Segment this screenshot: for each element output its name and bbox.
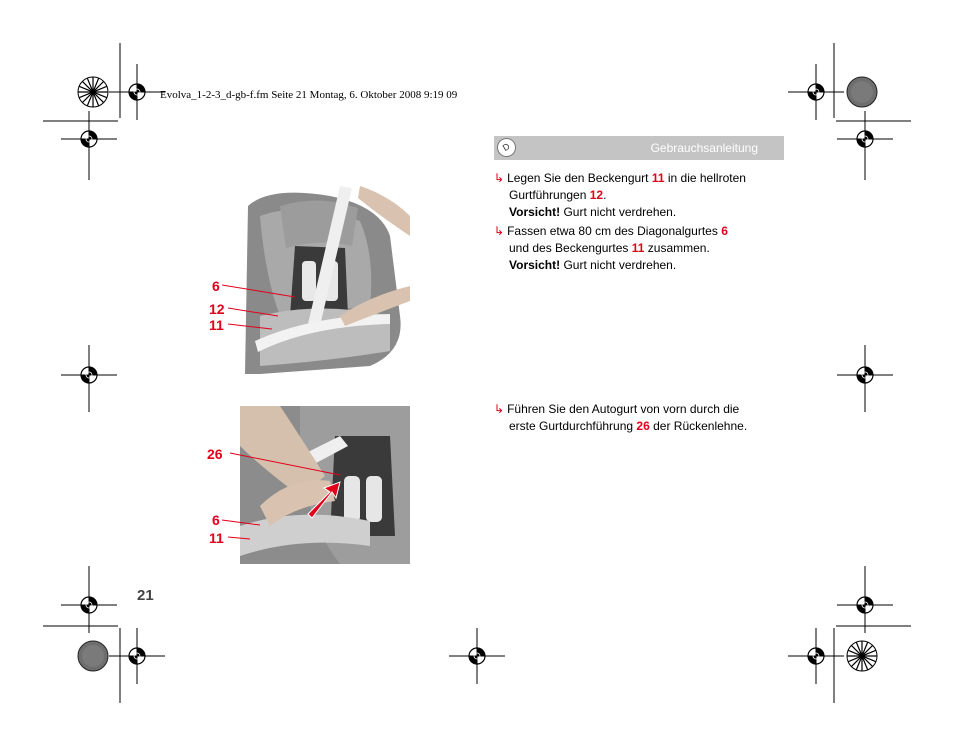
instruction-2	[494, 223, 784, 274]
instruction-1	[494, 170, 784, 221]
warning-label: Vorsicht!	[509, 258, 561, 272]
warning-text: Gurt nicht verdrehen.	[560, 258, 677, 272]
callout-26: 26	[207, 446, 223, 462]
callout-12: 12	[209, 301, 225, 317]
section-header	[494, 136, 784, 160]
instruction-text: Legen Sie den Beckengurt	[507, 171, 652, 185]
instruction-text: zusammen.	[644, 241, 710, 255]
language-badge: D	[494, 135, 520, 161]
instruction-text: Führen Sie den Autogurt von vorn durch die	[507, 402, 740, 416]
bullet-arrow-icon: ↳	[494, 224, 505, 238]
bullet-arrow-icon: ↳	[494, 171, 505, 185]
instruction-text: der Rückenlehne.	[649, 419, 748, 433]
page-number: 21	[137, 587, 154, 604]
instruction-text: Gurtführungen	[509, 188, 590, 202]
warning-label: Vorsicht!	[509, 205, 561, 219]
bullet-arrow-icon: ↳	[494, 402, 505, 416]
instruction-text: und des Beckengurtes	[509, 241, 632, 255]
instruction-3	[494, 401, 784, 435]
print-header: Evolva_1-2-3_d-gb-f.fm Seite 21 Montag, 6. Oktober 2008 9:19 09	[160, 89, 458, 101]
part-number: 6	[721, 224, 728, 238]
part-number: 11	[651, 171, 665, 185]
figure-2-callout-lines	[200, 445, 360, 555]
part-number: 11	[631, 241, 645, 255]
part-number: 26	[636, 419, 650, 433]
section-title: Gebrauchsanleitung	[650, 141, 758, 155]
warning-text: Gurt nicht verdrehen.	[560, 205, 677, 219]
instruction-text: erste Gurtdurchführung	[509, 419, 637, 433]
callout-6: 6	[212, 512, 220, 528]
callout-11: 11	[209, 530, 224, 546]
instruction-text: .	[603, 188, 607, 202]
instruction-text: in die hellroten	[664, 171, 746, 185]
part-number: 12	[589, 188, 604, 202]
callout-6: 6	[212, 278, 220, 294]
instruction-text: Fassen etwa 80 cm des Diagonalgurtes	[507, 224, 722, 238]
callout-11: 11	[209, 317, 224, 333]
